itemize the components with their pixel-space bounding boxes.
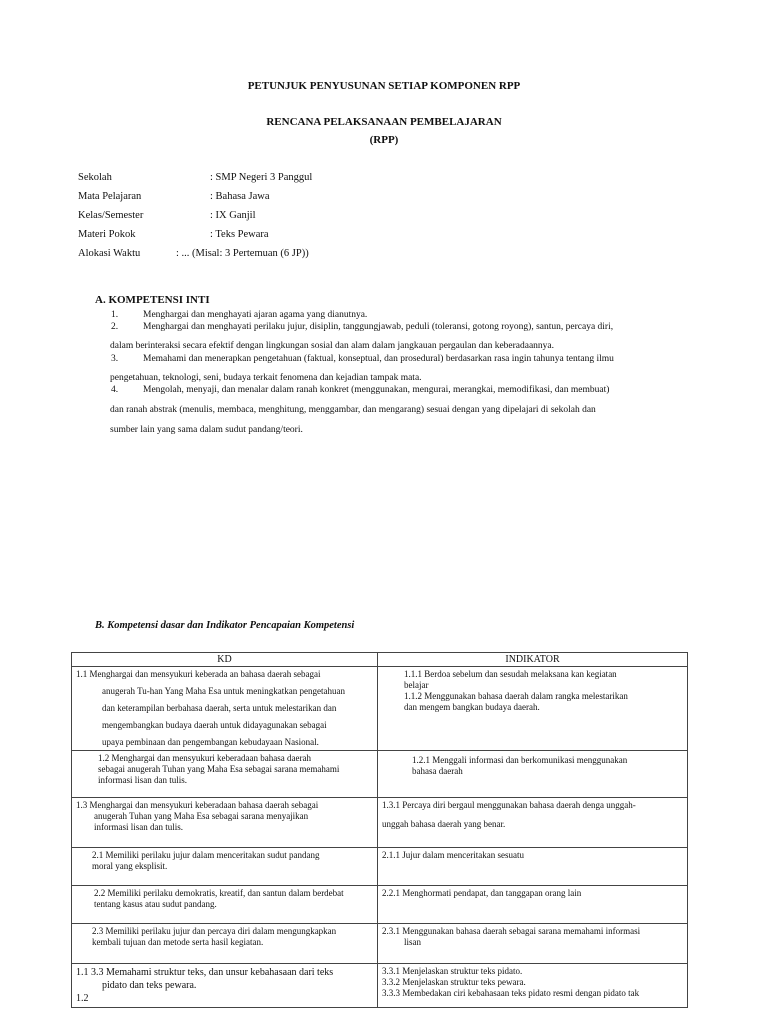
indicator-cell bbox=[378, 848, 688, 886]
kd-line: informasi lisan dan tulis. bbox=[94, 822, 183, 832]
kd-line: 1.1 3.3 Memahami struktur teks, dan unsur kebahasaan dari teks bbox=[76, 967, 334, 978]
indicator-cell bbox=[378, 886, 688, 924]
indicator-line: 3.3.2 Menjelaskan struktur teks pewara. bbox=[382, 977, 526, 987]
ki-text: Mengolah, menyaji, dan menalar dalam ranah konkret (menggunakan, mengurai, merangkai, memodifikasi, dan membuat) bbox=[143, 385, 610, 395]
indicator-cell bbox=[378, 751, 688, 798]
identity-row-time bbox=[78, 248, 309, 259]
kd-line: sebagai anugerah Tuhan yang Maha Esa sebagai sarana memahami bbox=[98, 764, 340, 774]
ki-text: Memahami dan menerapkan pengetahuan (faktual, konseptual, dan prosedural) berdasarkan rasa ingin tahunya tentang ilmu bbox=[143, 354, 614, 364]
kd-line: 1.2 Menghargai dan mensyukuri keberadaan bahasa daerah bbox=[98, 753, 311, 763]
kd-line: anugerah Tu-han Yang Maha Esa untuk meningkatkan pengetahuan bbox=[102, 686, 345, 696]
ki-text: Menghargai dan menghayati ajaran agama yang dianutnya. bbox=[143, 310, 368, 320]
indicator-line: 2.3.1 Menggunakan bahasa daerah sebagai sarana memahami informasi bbox=[382, 926, 641, 936]
kd-line: 1.2 bbox=[76, 993, 89, 1004]
ki-item-3-continued: pengetahuan, teknologi, seni, budaya terkait fenomena dan kejadian tampak mata. bbox=[110, 373, 422, 383]
kd-line: 2.2 Memiliki perilaku demokratis, kreatif, dan santun dalam berdebat bbox=[94, 888, 344, 898]
table-row bbox=[72, 886, 688, 924]
ki-item-4-continued: dan ranah abstrak (menulis, membaca, menghitung, menggambar, dan mengarang) sesuai dengan yang dipelajari di sekolah dan bbox=[110, 405, 596, 415]
identity-row-school bbox=[78, 172, 312, 183]
table-header-kd: KD bbox=[72, 653, 378, 667]
kd-line: 1.1 Menghargai dan mensyukuri keberada an bahasa daerah sebagai bbox=[76, 669, 321, 679]
indicator-cell bbox=[378, 924, 688, 964]
ki-number: 2. bbox=[111, 322, 119, 332]
kd-cell bbox=[72, 848, 378, 886]
kd-line: kembali tujuan dan metode serta hasil kegiatan. bbox=[92, 937, 264, 947]
section-b-heading: B. Kompetensi dasar dan Indikator Pencapaian Kompetensi bbox=[95, 620, 355, 631]
indicator-line: lisan bbox=[404, 937, 421, 947]
indicator-line: belajar bbox=[404, 680, 429, 690]
table-row bbox=[72, 667, 688, 751]
kd-line: upaya pembinaan dan pengembangan kebudayaan Nasional. bbox=[102, 737, 319, 747]
kd-line: 2.1 Memiliki perilaku jujur dalam menceritakan sudut pandang bbox=[92, 850, 320, 860]
identity-value: : IX Ganjil bbox=[210, 210, 256, 221]
ki-item-1 bbox=[111, 309, 367, 321]
kd-line: informasi lisan dan tulis. bbox=[98, 775, 187, 785]
table-header-indikator: INDIKATOR bbox=[378, 653, 688, 667]
ki-text: Menghargai dan menghayati perilaku jujur, disiplin, tanggungjawab, peduli (toleransi, gotong royong), santun, percaya diri, bbox=[143, 322, 614, 332]
kd-line: dan keterampilan berbahasa daerah, serta untuk melestarikan dan bbox=[102, 703, 337, 713]
indicator-line: 2.1.1 Jujur dalam menceritakan sesuatu bbox=[382, 850, 524, 860]
table-row bbox=[72, 964, 688, 1008]
document-subtitle-abbr: (RPP) bbox=[369, 134, 399, 146]
table-row bbox=[72, 798, 688, 848]
indicator-line: 2.2.1 Menghormati pendapat, dan tanggapan orang lain bbox=[382, 888, 582, 898]
identity-label: Alokasi Waktu bbox=[78, 248, 141, 259]
kd-line: moral yang eksplisit. bbox=[92, 861, 168, 871]
indicator-line: dan mengem bangkan budaya daerah. bbox=[404, 702, 540, 712]
table-row bbox=[72, 924, 688, 964]
identity-label: Materi Pokok bbox=[78, 229, 136, 240]
ki-number: 4. bbox=[111, 385, 119, 395]
kd-line: anugerah Tuhan yang Maha Esa sebagai sarana menyajikan bbox=[94, 811, 309, 821]
indicator-line: 3.3.3 Membedakan ciri kebahasaan teks pidato resmi dengan pidato tak bbox=[382, 988, 640, 998]
identity-label: Sekolah bbox=[78, 172, 112, 183]
identity-label: Kelas/Semester bbox=[78, 210, 144, 221]
identity-row-topic bbox=[78, 229, 269, 240]
table-header-row bbox=[72, 653, 688, 667]
indicator-line: 1.1.1 Berdoa sebelum dan sesudah melaksana kan kegiatan bbox=[404, 669, 617, 679]
ki-item-4-continued: sumber lain yang sama dalam sudut pandang/teori. bbox=[110, 425, 303, 435]
ki-item-2-continued: dalam berinteraksi secara efektif dengan lingkungan sosial dan alam dalam jangkauan pergaulan dan keberadaannya. bbox=[110, 341, 555, 351]
kd-cell bbox=[72, 964, 378, 1008]
indicator-cell bbox=[378, 798, 688, 848]
identity-row-class bbox=[78, 210, 256, 221]
kd-indicator-table bbox=[71, 652, 688, 1008]
identity-row-subject bbox=[78, 191, 269, 202]
indicator-cell bbox=[378, 667, 688, 751]
kd-line: tentang kasus atau sudut pandang. bbox=[94, 899, 217, 909]
indicator-line: 1.1.2 Menggunakan bahasa daerah dalam rangka melestarikan bbox=[404, 691, 628, 701]
indicator-line: 3.3.1 Menjelaskan struktur teks pidato. bbox=[382, 966, 523, 976]
kd-line: 1.3 Menghargai dan mensyukuri keberadaan bahasa daerah sebagai bbox=[76, 800, 319, 810]
table-row bbox=[72, 848, 688, 886]
identity-value: : Teks Pewara bbox=[210, 229, 269, 240]
ki-item-2 bbox=[111, 321, 613, 333]
ki-item-3 bbox=[111, 353, 614, 365]
ki-item-4 bbox=[111, 384, 609, 396]
section-a-heading: A. KOMPETENSI INTI bbox=[95, 294, 210, 306]
kd-cell bbox=[72, 798, 378, 848]
document-subtitle: RENCANA PELAKSANAAN PEMBELAJARAN bbox=[266, 116, 502, 128]
identity-value: : SMP Negeri 3 Panggul bbox=[210, 172, 313, 183]
document-title: PETUNJUK PENYUSUNAN SETIAP KOMPONEN RPP bbox=[247, 80, 521, 92]
identity-value: : ... (Misal: 3 Pertemuan (6 JP)) bbox=[176, 248, 309, 259]
indicator-line: 1.2.1 Menggali informasi dan berkomunikasi menggunakan bbox=[412, 755, 628, 765]
identity-label: Mata Pelajaran bbox=[78, 191, 142, 202]
indicator-line: unggah bahasa daerah yang benar. bbox=[382, 819, 506, 829]
kd-cell bbox=[72, 667, 378, 751]
ki-number: 3. bbox=[111, 354, 119, 364]
kd-cell bbox=[72, 886, 378, 924]
kd-cell bbox=[72, 751, 378, 798]
indicator-line: 1.3.1 Percaya diri bergaul menggunakan bahasa daerah denga unggah- bbox=[382, 800, 636, 810]
table-row bbox=[72, 751, 688, 798]
kd-line: 2.3 Memiliki perilaku jujur dan percaya diri dalam mengungkapkan bbox=[92, 926, 337, 936]
indicator-cell bbox=[378, 964, 688, 1008]
indicator-line: bahasa daerah bbox=[412, 766, 463, 776]
kd-cell bbox=[72, 924, 378, 964]
identity-value: : Bahasa Jawa bbox=[210, 191, 270, 202]
kd-line: pidato dan teks pewara. bbox=[102, 980, 197, 991]
kd-line: mengembangkan budaya daerah untuk didayagunakan sebagai bbox=[102, 720, 327, 730]
ki-number: 1. bbox=[111, 310, 119, 320]
